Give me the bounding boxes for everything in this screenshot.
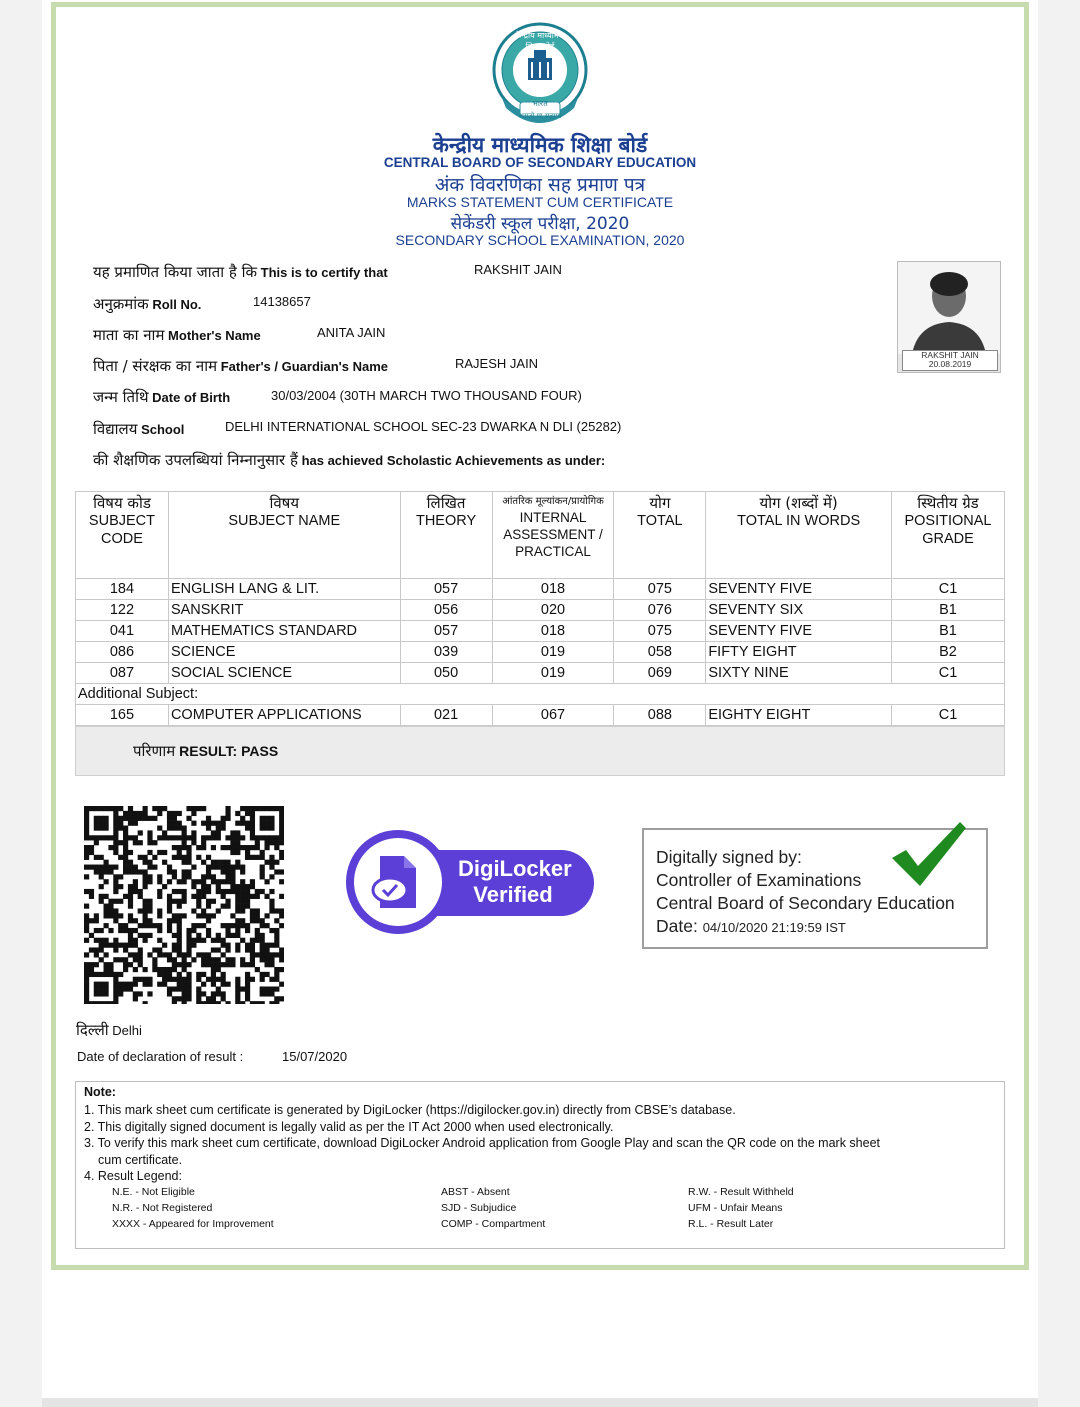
cell-words: SEVENTY FIVE (706, 621, 892, 642)
note-item: cum certificate. (98, 1152, 183, 1167)
note-items (84, 1102, 880, 1185)
roll-label: अनुक्रमांक Roll No. (93, 295, 202, 313)
page-bottom-edge (42, 1398, 1038, 1407)
cell-words: SEVENTY FIVE (706, 579, 892, 600)
achievement-label: की शैक्षणिक उपलब्धियां निम्नानुसार हैं has achieved Scholastic Achievements as under: (93, 451, 606, 469)
cell-words: FIFTY EIGHT (706, 642, 892, 663)
cell-total: 088 (614, 705, 706, 726)
logo-bottom-text: भारत (532, 99, 548, 108)
father-name: RAJESH JAIN (455, 356, 539, 371)
portrait-icon (898, 262, 1000, 354)
header-theory: लिखित THEORY (400, 492, 492, 579)
header-subject-name: विषय SUBJECT NAME (168, 492, 400, 579)
signature-date-label: Date: (656, 916, 698, 936)
table-row (76, 600, 1005, 621)
photo-caption-name: RAKSHIT JAIN (921, 350, 979, 360)
logo-motto: असतो मा सद्गमय (518, 112, 562, 120)
statement-title-hindi: अंक विवरणिका सह प्रमाण पत्र (434, 174, 646, 196)
logo-top-text: केन्द्रीय माध्यमिक शिक्षा बोर्ड (515, 31, 565, 51)
date-of-birth: 30/03/2004 (30TH MARCH TWO THOUSAND FOUR) (271, 388, 582, 403)
cell-internal: 018 (492, 579, 614, 600)
digilocker-text (458, 856, 572, 908)
school-name: DELHI INTERNATIONAL SCHOOL SEC-23 DWARKA N DLI (25282) (225, 419, 622, 434)
digital-signature-box (642, 828, 988, 949)
dob-label: जन्म तिथि Date of Birth (93, 388, 231, 406)
mother-name: ANITA JAIN (317, 325, 386, 340)
signature-text (656, 846, 955, 939)
cell-theory: 039 (400, 642, 492, 663)
certify-label: यह प्रमाणित किया जाता है कि This is to certify that (93, 263, 388, 281)
note-title: Note: (84, 1085, 116, 1099)
cell-words: EIGHTY EIGHT (706, 705, 892, 726)
note-item: 4. Result Legend: (84, 1169, 182, 1183)
cell-grade: B1 (891, 621, 1004, 642)
cell-grade: B1 (891, 600, 1004, 621)
cell-code: 184 (76, 579, 169, 600)
header-total: योग TOTAL (614, 492, 706, 579)
cell-grade: B2 (891, 642, 1004, 663)
legend-item: SJD - Subjudice (441, 1202, 517, 1214)
legend-item: ABST - Absent (441, 1186, 510, 1198)
mother-label: माता का नाम Mother's Name (93, 326, 261, 344)
legend-item: R.L. - Result Later (688, 1218, 774, 1230)
cell-theory: 050 (400, 663, 492, 684)
cell-subject: SANSKRIT (168, 600, 400, 621)
cell-total: 076 (614, 600, 706, 621)
cell-total: 069 (614, 663, 706, 684)
table-row (76, 621, 1005, 642)
cell-theory: 057 (400, 621, 492, 642)
header-grade: स्थितीय ग्रेड POSITIONAL GRADE (891, 492, 1004, 579)
cell-theory: 057 (400, 579, 492, 600)
cell-total: 058 (614, 642, 706, 663)
cell-subject: SCIENCE (168, 642, 400, 663)
exam-title-hindi: सेकेंडरी स्कूल परीक्षा, 2020 (450, 214, 630, 234)
statement-title-english: MARKS STATEMENT CUM CERTIFICATE (406, 194, 674, 210)
cell-subject: MATHEMATICS STANDARD (168, 621, 400, 642)
table-header-row (76, 492, 1005, 579)
legend-item: N.E. - Not Eligible (112, 1186, 195, 1198)
note-item: 2. This digitally signed document is legally valid as per the IT Act 2000 when used electronically. (84, 1119, 614, 1134)
cell-grade: C1 (891, 579, 1004, 600)
legend-item: COMP - Compartment (441, 1218, 546, 1230)
cell-code: 165 (76, 705, 169, 726)
cell-grade: C1 (891, 663, 1004, 684)
qr-code-icon[interactable] (84, 806, 284, 1004)
header-subject-code: विषय कोड SUBJECT CODE (76, 492, 169, 579)
legend-item: UFM - Unfair Means (688, 1202, 783, 1214)
header-internal: आंतरिक मूल्यांकन/प्रायोगिक INTERNAL ASSESSMENT / PRACTICAL (492, 492, 614, 579)
roll-number: 14138657 (253, 294, 311, 309)
cell-internal: 018 (492, 621, 614, 642)
additional-subject-row (76, 684, 1005, 705)
table-row (76, 579, 1005, 600)
cell-code: 087 (76, 663, 169, 684)
result-value: PASS (241, 743, 279, 759)
cell-words: SEVENTY SIX (706, 600, 892, 621)
cell-code: 086 (76, 642, 169, 663)
legend-item: R.W. - Result Withheld (688, 1186, 794, 1198)
result-box (75, 726, 1005, 776)
additional-subject-label: Additional Subject: (76, 684, 1005, 705)
signature-line3: Central Board of Secondary Education (656, 893, 955, 913)
signature-line2: Controller of Examinations (656, 870, 862, 890)
school-label: विद्यालय School (93, 420, 185, 438)
table-row (76, 705, 1005, 726)
cell-subject: ENGLISH LANG & LIT. (168, 579, 400, 600)
cell-internal: 019 (492, 663, 614, 684)
digilocker-line1: DigiLocker (458, 856, 572, 881)
exam-title-english: SECONDARY SCHOOL EXAMINATION, 2020 (395, 232, 685, 248)
legend-item: XXXX - Appeared for Improvement (112, 1218, 274, 1230)
legend-item: N.R. - Not Registered (112, 1202, 213, 1214)
declaration-label: Date of declaration of result : (77, 1049, 244, 1064)
board-name-english: CENTRAL BOARD OF SECONDARY EDUCATION (383, 155, 697, 170)
cell-grade: C1 (891, 705, 1004, 726)
cell-total: 075 (614, 579, 706, 600)
note-item: 1. This mark sheet cum certificate is generated by DigiLocker (https://digilocker.gov.in) directly from CBSE’s database. (84, 1103, 736, 1117)
declaration-date: 15/07/2020 (282, 1049, 348, 1064)
header-total-words: योग (शब्दों में) TOTAL IN WORDS (706, 492, 892, 579)
place: दिल्ली Delhi (76, 1021, 142, 1039)
student-photo (897, 261, 1001, 373)
cell-subject: COMPUTER APPLICATIONS (168, 705, 400, 726)
signature-date: 04/10/2020 21:19:59 IST (702, 920, 846, 935)
cell-internal: 067 (492, 705, 614, 726)
cell-internal: 019 (492, 642, 614, 663)
marks-table (75, 491, 1005, 726)
cell-subject: SOCIAL SCIENCE (168, 663, 400, 684)
digilocker-badge (346, 830, 596, 934)
cell-theory: 056 (400, 600, 492, 621)
cell-code: 041 (76, 621, 169, 642)
cell-internal: 020 (492, 600, 614, 621)
photo-caption (902, 350, 998, 371)
photo-caption-date: 20.08.2019 (928, 359, 972, 369)
board-name-hindi: केन्द्रीय माध्यमिक शिक्षा बोर्ड (432, 133, 648, 157)
result-text: परिणाम RESULT: PASS (133, 742, 279, 760)
student-name: RAKSHIT JAIN (474, 262, 562, 277)
cell-theory: 021 (400, 705, 492, 726)
note-box (75, 1081, 1005, 1249)
cell-total: 075 (614, 621, 706, 642)
signature-line1: Digitally signed by: (656, 847, 802, 867)
cell-words: SIXTY NINE (706, 663, 892, 684)
table-row (76, 663, 1005, 684)
note-item: 3. To verify this mark sheet cum certificate, download DigiLocker Android application from Google Play and scan the QR code on the mark sheet (84, 1136, 881, 1150)
table-row (76, 642, 1005, 663)
father-label: पिता / संरक्षक का नाम Father's / Guardian's Name (93, 357, 389, 375)
digilocker-line2: Verified (473, 882, 553, 907)
cell-code: 122 (76, 600, 169, 621)
